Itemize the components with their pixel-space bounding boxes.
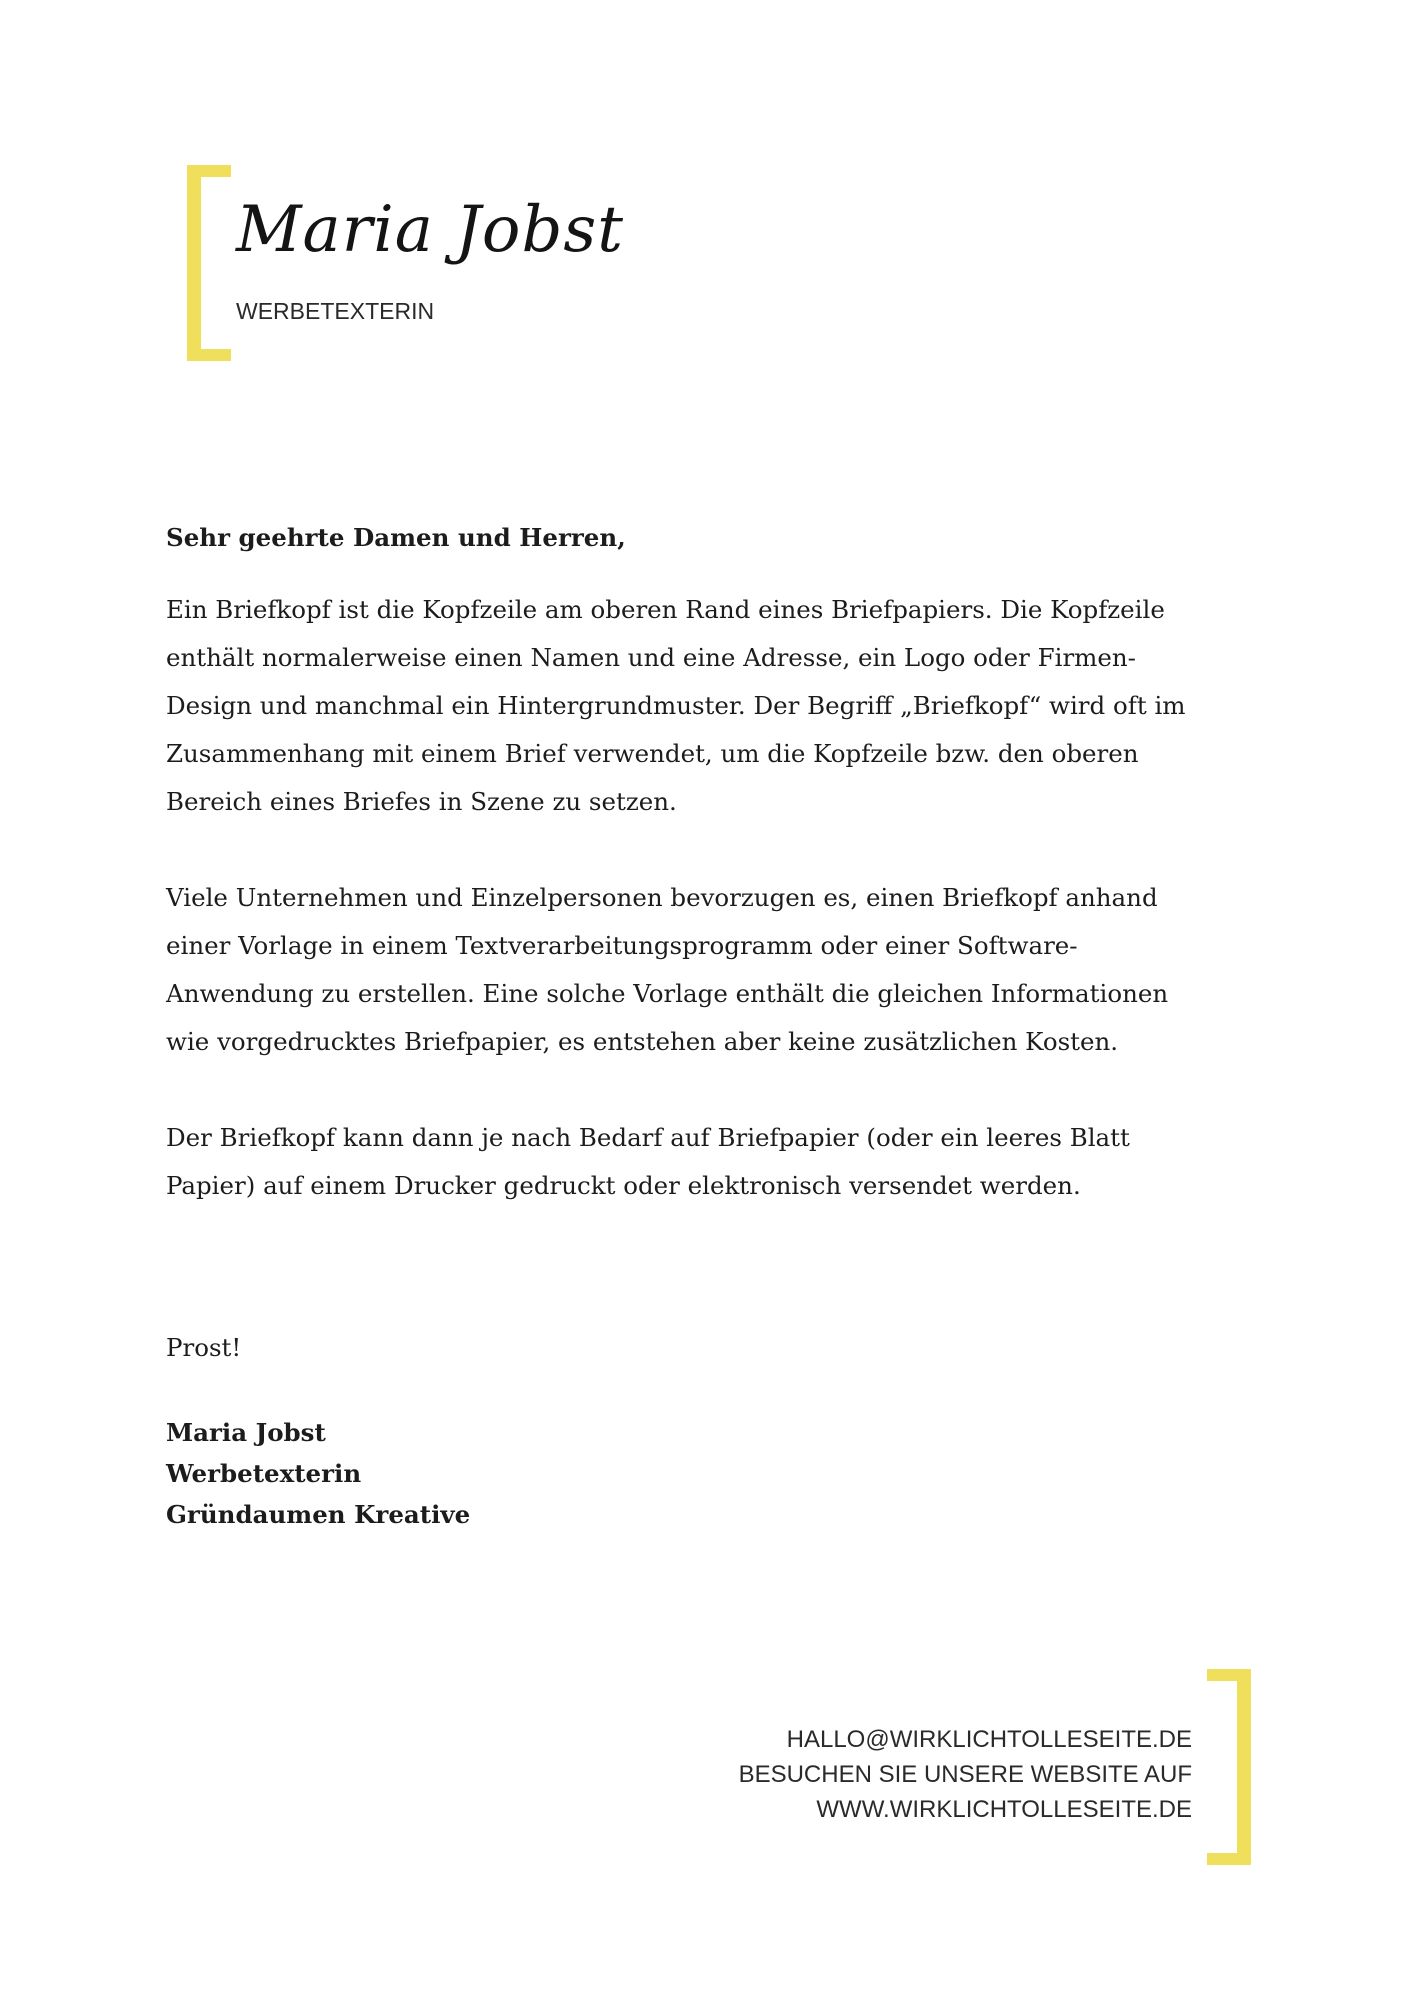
brand-name: Maria Jobst — [236, 193, 624, 267]
closing: Prost! — [166, 1333, 242, 1362]
top-bracket-decoration — [187, 165, 231, 361]
brand-role: WERBETEXTERIN — [236, 298, 435, 324]
signature-block — [166, 1412, 470, 1535]
paragraph-2: Viele Unternehmen und Einzelpersonen bevorzugen es, einen Briefkopf anhand einer Vorlage in einem Textverarbeitungsprogramm oder einer Software- Anwendung zu erstellen. Eine solche Vorlage enthält die gleichen Informationen wie vorgedrucktes Briefpapier, es entstehen aber keine zusätzlichen Kosten. — [166, 883, 1169, 1056]
signature-company: Gründaumen Kreative — [166, 1500, 471, 1529]
paragraph-1: Ein Briefkopf ist die Kopfzeile am oberen Rand eines Briefpapiers. Die Kopfzeile enthält normalerweise einen Namen und eine Adresse, ein Logo oder Firmen- Design und manchmal ein Hintergrundmuster. Der Begriff „Briefkopf“ wird oft im Zusammenhang mit einem Brief verwendet, um die Kopfzeile bzw. den oberen Bereich eines Briefes in Szene zu setzen. — [166, 595, 1186, 816]
signature-title: Werbetexterin — [166, 1459, 362, 1488]
footer-website: WWW.WIRKLICHTOLLESEITE.DE — [816, 1796, 1192, 1823]
bottom-bracket-decoration — [1207, 1669, 1251, 1865]
footer-email: HALLO@WIRKLICHTOLLESEITE.DE — [786, 1726, 1192, 1753]
footer-contact — [739, 1722, 1192, 1827]
signature-name: Maria Jobst — [166, 1418, 326, 1447]
paragraph-3: Der Briefkopf kann dann je nach Bedarf auf Briefpapier (oder ein leeres Blatt Papier) auf einem Drucker gedruckt oder elektronisch versendet werden. — [166, 1123, 1130, 1200]
letter-body — [166, 514, 1266, 1258]
footer-visit-line: BESUCHEN SIE UNSERE WEBSITE AUF — [738, 1761, 1192, 1788]
salutation: Sehr geehrte Damen und Herren, — [166, 523, 626, 552]
